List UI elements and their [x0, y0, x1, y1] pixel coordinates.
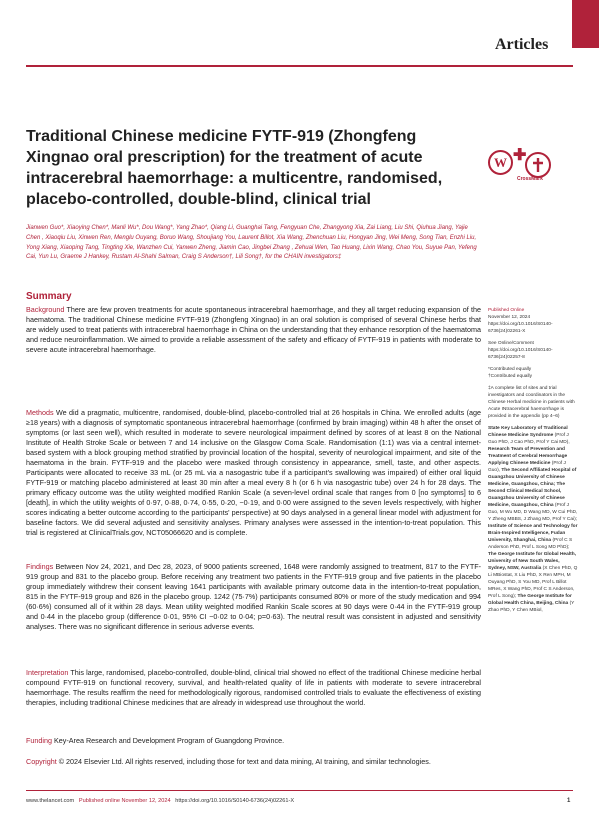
contribution-notes	[488, 366, 578, 380]
author-list: Jianwen Guo*, Xiaoying Chen*, Manli Wu*, Dou Wang*, Yang Zhao*, Qiang Li, Guanghai Tang, Fengyuan Che, Zhangyong Xia, Zai Liang, Liu Shi, Qiuhua Jiang, Yajie Chen , Xiaoqiu Liu, Xinwen Ren, Menglu Ouyang, Boruo Wang, Shoujiang You, Laurent Billot, Xia Wang, Zhenchuan Liu, Hongyan Jing, Wei Meng, Song Tian, Enzhi Liu, Yong Xiang, Xiaoping Tang, Tingting Xie, Wanzhen Cui, Yanwen Zheng, Jiamin Cao, Jingbei Zhang , Zehuai Wen, Tao Huang, Lixin Wang, Chao You, Suyue Pan, Yefeng Cai, Yun Lu, Graeme J Hankey, Rustam Al-Shahi Salman, Craig S Anderson†, Lili Song†, for the CHAIN investigators‡	[26, 225, 477, 261]
article-title: Traditional Chinese medicine FYTF-919 (Zhongfeng Xingnao oral prescription) for the treatment of acute intracerebral haemorrhage: a multicentre, randomised, placebo-controlled, double-blind, clinical trial	[26, 128, 443, 208]
methods-text: We did a pragmatic, multicentre, randomised, double-blind, placebo-controlled trial at 26 hospitals in China. We enrolled adults (age ≥18 years) with a diagnosis of symptomatic spontaneous intracerebral haemorrhage (confirmed by brain imaging) within 48 h after the onset of symptoms (or last seen well), which resulted in moderate to severe neurological impairment defined by scores of at least 8 on the National Institute of Health Stroke Scale or between 7 and 14 inclusive on the Glasgow Coma Scale. Randomisation (1:1) was via a central internet-based system with a block grouping method stratified by provincial location of the hospital, severity of neurological impairment, and site of the haematoma in the brain. FYTF-919 and the placebo were masked through consistency in appearance, smell, taste, and other aspects. Participants were allocated to receive 33 mL (or 25 mL via a nasogastric tube if a participant's swallowing was impaired) of either oral liquid FYTF-919 or matching placebo administered at least 30 min after a meal every 8 h (or 6 h via nasogastric tube) over 24 h for 28 days. The primary efficacy outcome was the utility weighted modified Rankin Scale (a seven-level ordinal scale that ranges from 0 [no symptoms] to 6 [death], in which the utility weights of 0·97, 0·88, 0·74, 0·55, 0·20, −0·19, and 0·00 were assigned to the seven levels respectively, with higher scores indicating a better outcome according to the participants' perspective) at 90 days analysed in a general linear model with adjustment for baseline factors. We did several adjusted and sensitivity analyses. Primary analyses were assessed in the intention-to-treat population. This trial is registered at ClinicalTrials.gov, NCT05066620 and is complete.	[26, 408, 482, 537]
section-label: Articles	[495, 36, 549, 53]
affiliation-1: State Key Laboratory of Traditional Chinese Medicine Syndrome	[488, 426, 568, 438]
affiliation-6-names: (Y Zhao PhD, Y Chen MBiol,	[488, 601, 575, 613]
chain-note: ‡A complete list of sites and trial investigators and coordinators in the Chinese Herbal medicine in patients with Acute INtracerebral haemorrhage is provided in the appendix (pp 4–6)	[488, 386, 575, 419]
funding-paragraph	[26, 736, 481, 746]
comment-doi-link[interactable]: https://doi.org/10.1016/S0140-6736(24)02257-8	[488, 348, 553, 360]
funding-text: Key-Area Research and Development Program of Guangdong Province.	[53, 736, 285, 745]
w-logo-icon: W	[488, 150, 513, 175]
footer-published: Published online November 12, 2024	[78, 798, 171, 804]
affiliations	[488, 425, 578, 614]
crossmark-glyph-icon	[527, 154, 549, 176]
footer-rule	[26, 790, 573, 791]
interpretation-text: This large, randomised, placebo-controlled, double-blind, clinical trial showed no effect of the traditional Chinese medicine herbal compound FYTF-919 on functional recovery, survival, and health-related quality of life in patients with moderate to severe intracerebral haemorrhage. The results reaffirm the need for methodologically rigorous, randomised controlled trials to evaluate the effectiveness of existing therapies, including traditional Chinese medicines that are already in widespread use throughout the world.	[26, 668, 481, 707]
footer	[26, 798, 294, 804]
affiliation-1-names: (Prof J Guo PhD, J Cao PhD, Prof Y Cai MD),	[488, 433, 570, 445]
page-number: 1	[567, 798, 571, 804]
published-doi-link[interactable]: https://doi.org/10.1016/S0140-6736(24)02261-X	[488, 322, 553, 334]
affiliation-5: The George Institute for Global Health, University of New South Wales, Sydney, NSW, Australia	[488, 552, 576, 571]
affiliation-2: Research Team of Prevention and Treatment of Cerebral Hemorrhage Applying Chinese Medicine	[488, 447, 568, 466]
affiliation-4: Institute of Science and Technology for Brain-Inspired Intelligence, Fudan University, Shanghai, China	[488, 524, 578, 543]
header-rule	[26, 65, 573, 67]
crossmark-label: CrossMark	[517, 176, 543, 182]
published-block	[488, 307, 578, 335]
contrib-note-2: †Contributed equally	[488, 374, 533, 379]
findings-label: Findings	[26, 562, 54, 571]
copyright-paragraph	[26, 757, 481, 767]
background-paragraph	[26, 305, 481, 355]
copyright-label: Copyright	[26, 757, 57, 766]
copyright-text: © 2024 Elsevier Ltd. All rights reserved, including those for text and data mining, AI training, and similar technologies.	[58, 757, 431, 766]
affiliation-4-names: (Prof C S Anderson PhD, Prof L Song MD PhD);	[488, 538, 573, 550]
section-tab	[572, 0, 599, 48]
footer-site-link[interactable]: www.thelancet.com	[26, 798, 75, 804]
findings-text: Between Nov 24, 2021, and Dec 28, 2023, of 9000 patients screened, 1648 were randomly assigned to treatment, 817 to the FYTF-919 group and 831 to the placebo group. Before receiving any treatment two patients in the FYTF-919 group and five patients in the placebo group immediately withdrew their consent leaving 1641 participants with available primary outcome data in the intention-to-treat population, 815 in the FYTF-919 group and 826 in the placebo group. 1242 (75·7%) participants consumed 80% or more of the study medication and 994 (60·6%) consumed all of it within 28 days. Mean utility weighted modified Rankin Scale scores at 90 days were 0·44 in the FYTF-919 group and 0·44 in the placebo group (difference 0·01, 95% CI −0·02 to 0·04; p=0·63). The neutral result was consistent in adjusted and sensitivity analyses. There was no significant difference in serious adverse events.	[26, 562, 481, 631]
affiliation-6: The George Institute for Global Health China, Beijing, China	[488, 594, 572, 606]
comment-block	[488, 340, 578, 361]
funding-label: Funding	[26, 736, 52, 745]
published-label: Published Online	[488, 308, 525, 313]
affiliation-3: The Second Affiliated Hospital of Guangzhou University of Chinese Medicine, Guangzhou, China; The Second Clinical Medical School, Guangzhou University of Chinese Medicine, Guangzhou, China	[488, 468, 577, 508]
see-online-label: See Online/Comment	[488, 341, 534, 346]
methods-paragraph	[26, 408, 481, 538]
plus-icon: ✚	[513, 147, 527, 164]
background-label: Background	[26, 305, 65, 314]
affiliation-2-names: (Prof J Guo),	[488, 461, 566, 473]
interpretation-paragraph	[26, 668, 481, 708]
summary-heading: Summary	[26, 291, 72, 302]
published-date: November 12, 2024	[488, 315, 531, 320]
contrib-note-1: *Contributed equally	[488, 367, 532, 372]
crossmark-icon[interactable]	[525, 152, 551, 178]
sidebar	[488, 307, 578, 619]
background-text: There are few proven treatments for acute spontaneous intracerebral haemorrhage, and they all target reducing expansion of the haematoma. The traditional Chinese medicine FYTF-919 (Zhongfeng Xingnao) in an oral solution is comprised of several Chinese herbs that are widely used to treat patients with intracerebral haemorrhage in China on the understanding that they enhance resorption of the haematoma and reduce neuroinflammation. We aimed to provide a reliable assessment of the safety and efficacy of FYTF-919 in patients with moderate to severe acute intracerebral haemorrhage.	[26, 305, 481, 354]
affiliation-3-names: (Prof J Guo, M Wu MD, D Wang MD, W Cui PhD, Y Zheng MBBS, J Zhang MD, Prof Y Cai);	[488, 503, 578, 522]
footer-doi-link[interactable]: https://doi.org/10.1016/S0140-6736(24)02261-X	[175, 798, 295, 804]
affiliation-5-names: (X Chen PhD, Q Li MBiostat, X Liu PhD, X Ren MPH, M Ouyang PhD, S You MD, Prof L Billot MRes, X Wang PhD, Prof C S Anderson, Prof L Song);	[488, 566, 578, 599]
interpretation-label: Interpretation	[26, 668, 69, 677]
methods-label: Methods	[26, 408, 54, 417]
findings-paragraph	[26, 562, 481, 632]
